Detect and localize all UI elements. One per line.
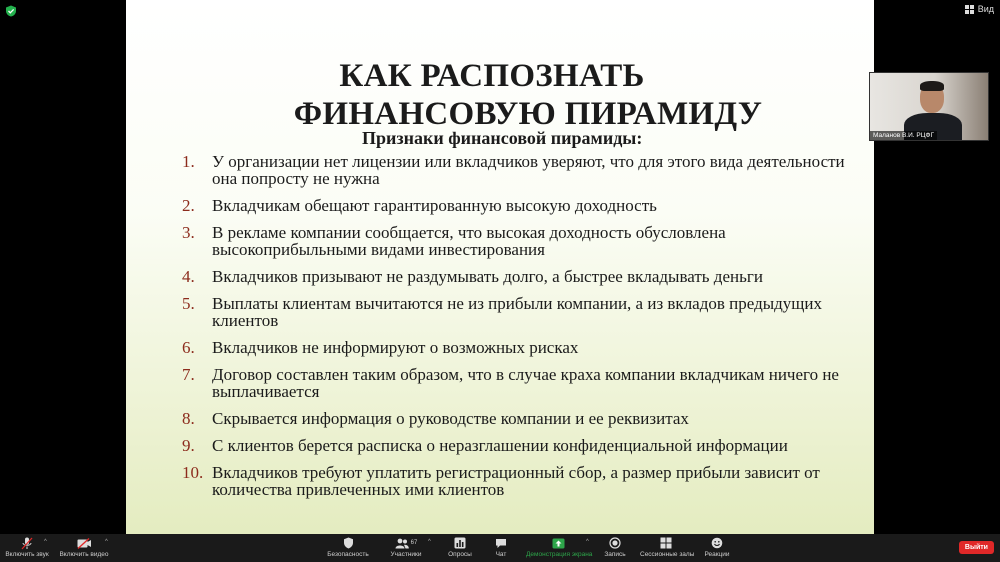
participant-name: Маланов В.И. РЦФГ	[870, 131, 937, 140]
start-video-button[interactable]: Включить видео	[58, 536, 110, 558]
list-item: 9. С клиентов берется расписка о неразглашении конфиденциальной информации	[182, 436, 788, 455]
list-item: 10. Вкладчиков требуют уплатить регистрационный сбор, а размер прибыли зависит от количества привлеченных ими клиентов	[182, 463, 820, 499]
breakout-rooms-button[interactable]: Сессионные залы	[640, 536, 692, 558]
record-button[interactable]: Запись	[602, 536, 628, 558]
shared-slide	[126, 0, 874, 534]
list-item: 7. Договор составлен таким образом, что в случае краха компании вкладчикам ничего не выплачивается	[182, 365, 839, 401]
chevron-up-icon[interactable]: ^	[105, 539, 108, 545]
participants-icon	[395, 538, 409, 549]
chevron-up-icon[interactable]: ^	[44, 539, 47, 545]
slide-subtitle: Признаки финансовой пирамиды:	[362, 128, 643, 148]
reactions-icon	[703, 536, 731, 550]
chat-icon	[490, 536, 512, 550]
security-button[interactable]: Безопасность	[326, 536, 370, 558]
list-item: 4. Вкладчиков призывают не раздумывать долго, а быстрее вкладывать деньги	[182, 267, 763, 286]
share-screen-button[interactable]: Демонстрация экрана	[526, 536, 590, 558]
chevron-up-icon[interactable]: ^	[586, 539, 589, 545]
list-item: 8. Скрывается информация о руководстве компании и ее реквизитах	[182, 409, 689, 428]
chat-button[interactable]: Чат	[490, 536, 512, 558]
list-item: 5. Выплаты клиентам вычитаются не из прибыли компании, а из вкладов предыдущих клиентов	[182, 294, 822, 330]
shield-icon[interactable]	[5, 5, 17, 17]
slide-title-line1: КАК РАСПОЗНАТЬ	[339, 58, 645, 94]
slide-title-line2: ФИНАНСОВУЮ ПИРАМИДУ	[293, 96, 763, 132]
breakout-rooms-icon	[640, 536, 692, 550]
video-off-icon	[58, 536, 110, 550]
list-item: 1. У организации нет лицензии или вкладчиков уверяют, что для этого вида деятельности она попросту не нужна	[182, 152, 845, 188]
unmute-button[interactable]: Включить звук	[4, 536, 50, 558]
list-item: 6. Вкладчиков не информируют о возможных рисках	[182, 338, 579, 357]
participants-button[interactable]: 67 Участники	[388, 536, 424, 558]
list-item: 3. В рекламе компании сообщается, что высокая доходность обусловлена высокоприбыльными видами инвестирования	[182, 223, 726, 259]
leave-meeting-button[interactable]: Выйти	[959, 541, 994, 554]
meeting-toolbar	[0, 534, 1000, 562]
grid-icon	[965, 5, 974, 14]
list-item: 2. Вкладчикам обещают гарантированную высокую доходность	[182, 196, 657, 215]
polls-icon	[444, 536, 476, 550]
signs-list	[182, 153, 862, 508]
record-icon	[602, 536, 628, 550]
shield-icon	[326, 536, 370, 550]
view-button[interactable]: Вид	[965, 4, 994, 14]
participant-video-tile[interactable]	[869, 72, 989, 141]
share-screen-icon	[526, 536, 590, 550]
participants-count: 67	[410, 540, 418, 546]
reactions-button[interactable]: Реакции	[703, 536, 731, 558]
polls-button[interactable]: Опросы	[444, 536, 476, 558]
chevron-up-icon[interactable]: ^	[428, 539, 431, 545]
